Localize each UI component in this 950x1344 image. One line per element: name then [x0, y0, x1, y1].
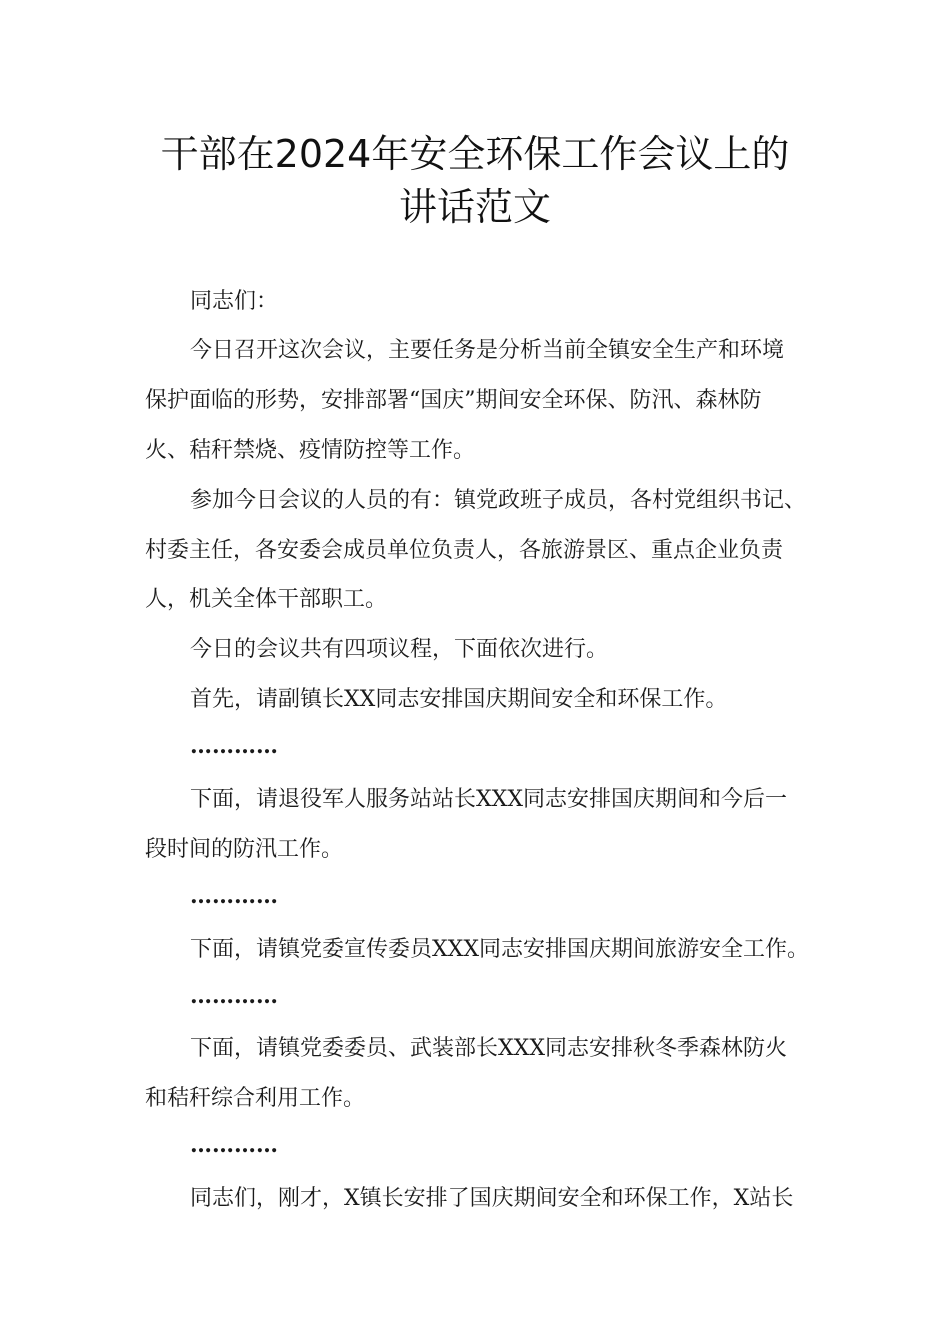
paragraph-line: 今日召开这次会议，主要任务是分析当前全镇安全生产和环境 — [190, 338, 785, 363]
document-title-line-2: 讲话范文 — [398, 185, 551, 229]
ellipsis-line: ………… — [190, 983, 278, 1009]
paragraph-line: 人，机关全体干部职工。 — [145, 587, 388, 612]
salutation: 同志们： — [190, 289, 279, 314]
ellipsis-line: ………… — [190, 733, 278, 759]
paragraph-line: 段时间的防汛工作。 — [145, 837, 344, 862]
paragraph-line: 保护面临的形势，安排部署“国庆”期间安全环保、防汛、森林防 — [145, 388, 762, 413]
document-title-line-1: 干部在2024年安全环保工作会议上的 — [160, 132, 790, 176]
paragraph-line: 今日的会议共有四项议程，下面依次进行。 — [190, 637, 609, 662]
paragraph-line: 同志们，刚才，X镇长安排了国庆期间安全和环保工作，X站长 — [190, 1186, 794, 1211]
paragraph-line: 下面，请退役军人服务站站长XXX同志安排国庆期间和今后一 — [190, 787, 787, 812]
paragraph-line: 首先，请副镇长XX同志安排国庆期间安全和环保工作。 — [190, 687, 728, 712]
paragraph-line: 下面，请镇党委委员、武装部长XXX同志安排秋冬季森林防火 — [190, 1036, 787, 1061]
paragraph-line: 和秸秆综合利用工作。 — [145, 1086, 366, 1111]
ellipsis-line: ………… — [190, 883, 278, 909]
ellipsis-line: ………… — [190, 1132, 278, 1158]
paragraph-line: 火、秸秆禁烧、疫情防控等工作。 — [145, 438, 476, 463]
paragraph-line: 下面，请镇党委宣传委员XXX同志安排国庆期间旅游安全工作。 — [190, 937, 809, 962]
paragraph-line: 村委主任，各安委会成员单位负责人，各旅游景区、重点企业负责 — [145, 538, 784, 563]
paragraph-line: 参加今日会议的人员的有：镇党政班子成员，各村党组织书记、 — [190, 488, 807, 513]
